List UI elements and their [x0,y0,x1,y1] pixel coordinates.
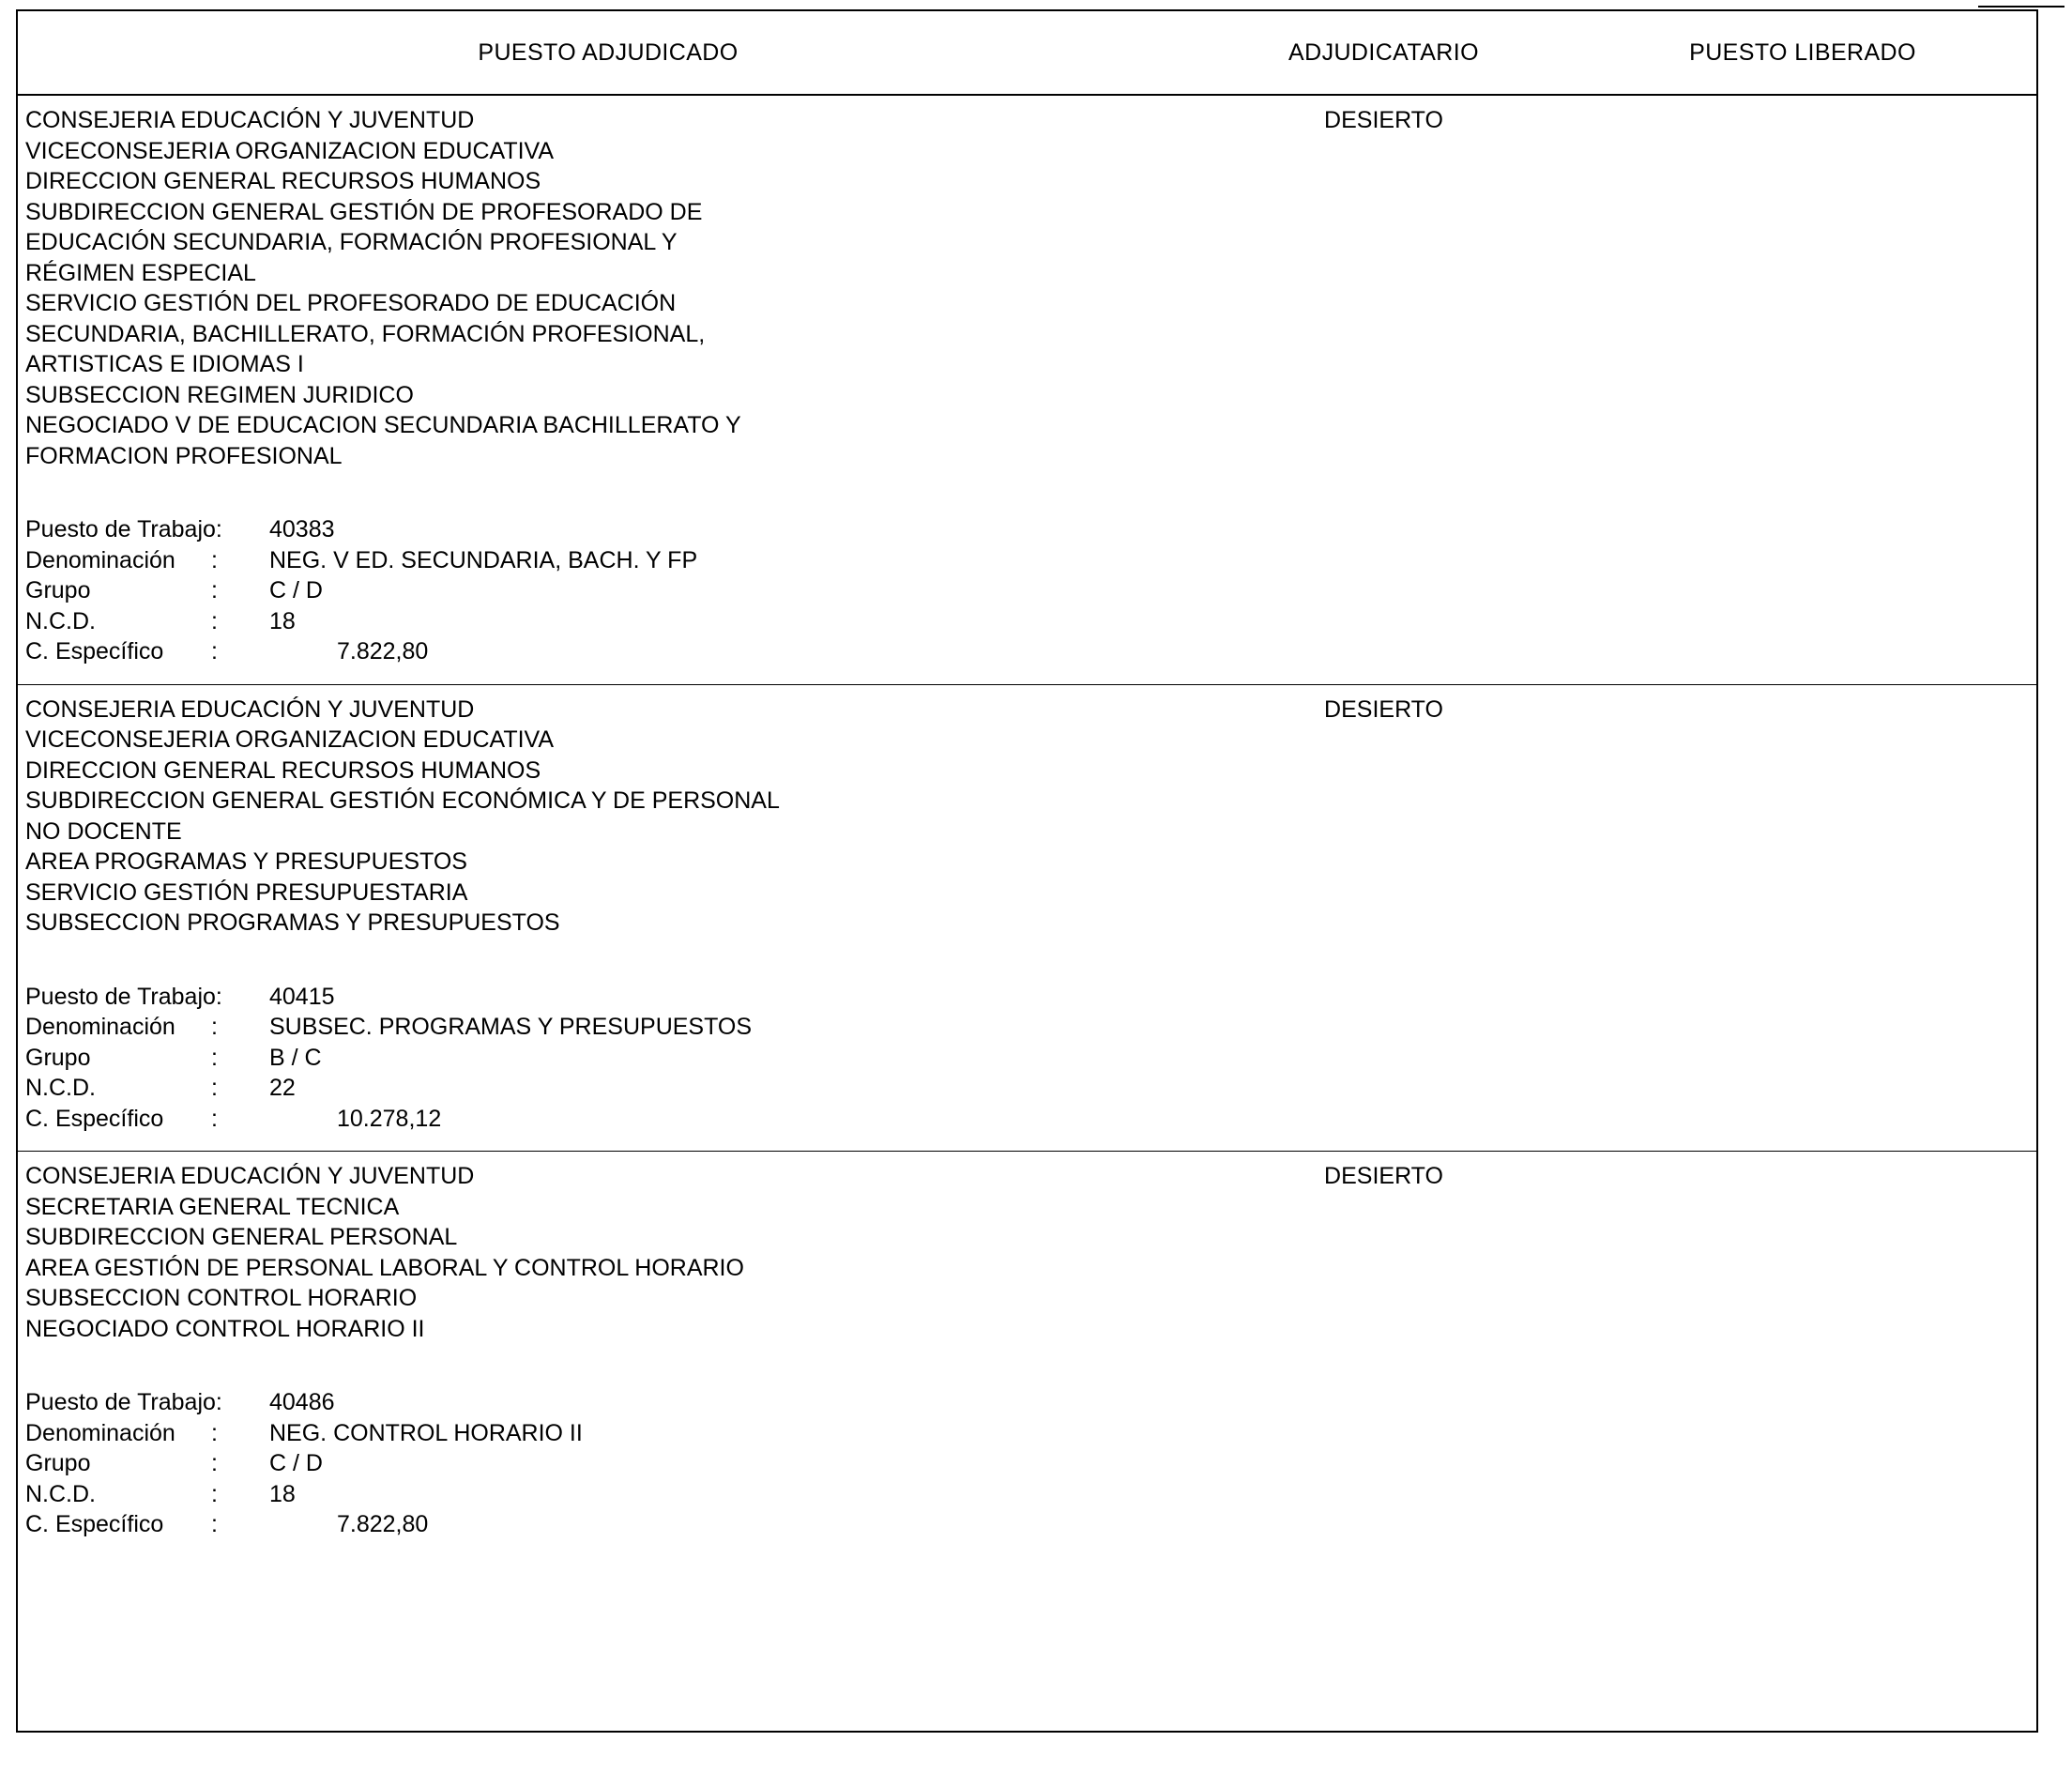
detail-denominacion [25,1418,1198,1449]
table-header-row [18,11,2036,96]
adjudicatario-cell [1198,1152,1569,1681]
puesto-details [25,1387,1198,1540]
org-line: DIRECCION GENERAL RECURSOS HUMANOS [25,168,541,194]
adjudicatario-cell [1198,96,1569,684]
detail-value: SUBSEC. PROGRAMAS Y PRESUPUESTOS [269,1014,753,1040]
adjudicatario-status: DESIERTO [1324,695,1443,723]
top-rule-decoration [1978,6,2064,8]
detail-complemento-especifico [25,1104,1198,1135]
detail-value: 22 [269,1075,296,1101]
detail-separator [211,514,269,545]
puesto-details [25,982,1198,1135]
detail-value: NEG. V ED. SECUNDARIA, BACH. Y FP [269,546,698,573]
detail-separator: : [211,1044,218,1071]
spacer [25,939,1198,982]
detail-separator: : [211,1450,218,1476]
detail-label: Denominación [25,1014,175,1040]
detail-label: N.C.D. [25,607,96,634]
detail-value: 18 [269,1480,296,1507]
detail-separator: : [211,546,218,573]
org-line: NEGOCIADO V DE EDUCACION SECUNDARIA BACHILLERATO Y [25,412,741,438]
detail-grupo [25,1448,1198,1479]
detail-separator: : [211,1480,218,1507]
org-line: AREA GESTIÓN DE PERSONAL LABORAL Y CONTROL HORARIO [25,1254,744,1281]
org-line: SUBSECCION CONTROL HORARIO [25,1285,418,1311]
detail-separator: : [211,1511,218,1537]
detail-label: Denominación [25,546,175,573]
org-line: NEGOCIADO CONTROL HORARIO II [25,1315,425,1342]
detail-label: Grupo [25,1044,91,1071]
org-line: SECRETARIA GENERAL TECNICA [25,1193,400,1220]
spacer [25,1344,1198,1387]
detail-label: Puesto de Trabajo: [25,983,222,1010]
detail-puesto-de-trabajo [25,1387,1198,1418]
puesto-adjudicado-cell [18,685,1198,1152]
column-header-puesto-adjudicado: PUESTO ADJUDICADO [478,39,739,66]
detail-separator: : [211,607,218,634]
org-line: FORMACION PROFESIONAL [25,442,343,469]
detail-puesto-de-trabajo [25,982,1198,1013]
detail-separator: : [211,577,218,603]
org-line: SUBDIRECCION GENERAL PERSONAL [25,1224,458,1250]
detail-grupo [25,575,1198,606]
org-line: CONSEJERIA EDUCACIÓN Y JUVENTUD [25,695,475,723]
detail-value: C / D [269,1450,323,1476]
detail-label: C. Específico [25,1105,164,1132]
detail-separator: : [211,638,218,664]
detail-denominacion [25,545,1198,576]
detail-value: C / D [269,577,323,603]
detail-value: 7.822,80 [337,1511,429,1537]
detail-value: 7.822,80 [337,638,429,664]
adjudicatario-status: DESIERTO [1324,107,1443,133]
org-line: VICECONSEJERIA ORGANIZACION EDUCATIVA [25,726,555,753]
detail-ncd [25,1073,1198,1104]
detail-value: 18 [269,607,296,634]
detail-label: N.C.D. [25,1075,96,1101]
detail-value: NEG. CONTROL HORARIO II [269,1419,583,1446]
detail-grupo [25,1043,1198,1074]
puesto-liberado-cell [1569,96,2029,684]
detail-puesto-de-trabajo [25,514,1198,545]
detail-separator: : [211,1075,218,1101]
org-line: SUBSECCION PROGRAMAS Y PRESUPUESTOS [25,909,560,936]
detail-value: 40383 [269,516,335,542]
spacer [25,1540,1198,1681]
detail-ncd [25,606,1198,637]
org-line: DIRECCION GENERAL RECURSOS HUMANOS [25,756,541,784]
org-line: SUBDIRECCION GENERAL GESTIÓN ECONÓMICA Y DE PERSONAL [25,787,780,814]
spacer [25,471,1198,514]
table-row [18,96,2036,685]
adjudicatario-cell [1198,685,1569,1152]
detail-ncd [25,1479,1198,1510]
detail-complemento-especifico [25,636,1198,667]
org-line: NO DOCENTE [25,817,182,845]
table-row [18,685,2036,1153]
org-line: AREA PROGRAMAS Y PRESUPUESTOS [25,848,467,875]
detail-label: Puesto de Trabajo: [25,516,222,542]
detail-separator: : [211,1105,218,1132]
detail-separator: : [211,1419,218,1446]
detail-label: C. Específico [25,1511,164,1537]
detail-label: Grupo [25,1450,91,1476]
puesto-liberado-cell [1569,1152,2029,1681]
org-line: CONSEJERIA EDUCACIÓN Y JUVENTUD [25,1163,475,1189]
org-line: CONSEJERIA EDUCACIÓN Y JUVENTUD [25,107,475,133]
org-line: SUBDIRECCION GENERAL GESTIÓN DE PROFESORADO DE [25,198,703,225]
detail-separator: : [211,1014,218,1040]
puesto-adjudicado-cell [18,1152,1198,1681]
detail-value: 40486 [269,1389,335,1415]
org-line: SERVICIO GESTIÓN PRESUPUESTARIA [25,878,468,906]
table-row [18,1152,2036,1681]
detail-complemento-especifico [25,1509,1198,1540]
column-header-adjudicatario: ADJUDICATARIO [1288,39,1479,66]
puesto-liberado-cell [1569,685,2029,1152]
org-line: SERVICIO GESTIÓN DEL PROFESORADO DE EDUCACIÓN [25,290,677,316]
detail-separator [211,982,269,1013]
detail-denominacion [25,1012,1198,1043]
org-line: ARTISTICAS E IDIOMAS I [25,351,304,377]
org-line: RÉGIMEN ESPECIAL [25,259,256,286]
org-line: VICECONSEJERIA ORGANIZACION EDUCATIVA [25,137,555,164]
puesto-adjudicado-cell [18,96,1198,684]
detail-label: N.C.D. [25,1480,96,1507]
detail-value: 10.278,12 [337,1105,442,1132]
column-header-puesto-liberado: PUESTO LIBERADO [1689,39,1916,66]
detail-value: 40415 [269,983,335,1010]
table-body [18,96,2036,1731]
detail-separator [211,1387,269,1418]
org-line: EDUCACIÓN SECUNDARIA, FORMACIÓN PROFESIONAL Y [25,229,678,255]
detail-label: Puesto de Trabajo: [25,1389,222,1415]
puesto-details [25,514,1198,667]
detail-label: Grupo [25,577,91,603]
detail-label: Denominación [25,1419,175,1446]
detail-label: C. Específico [25,638,164,664]
adjudicatario-status: DESIERTO [1324,1163,1443,1189]
adjudications-table [16,9,2038,1733]
org-line: SECUNDARIA, BACHILLERATO, FORMACIÓN PROFESIONAL, [25,320,706,347]
org-line: SUBSECCION REGIMEN JURIDICO [25,381,414,408]
detail-value: B / C [269,1044,322,1071]
